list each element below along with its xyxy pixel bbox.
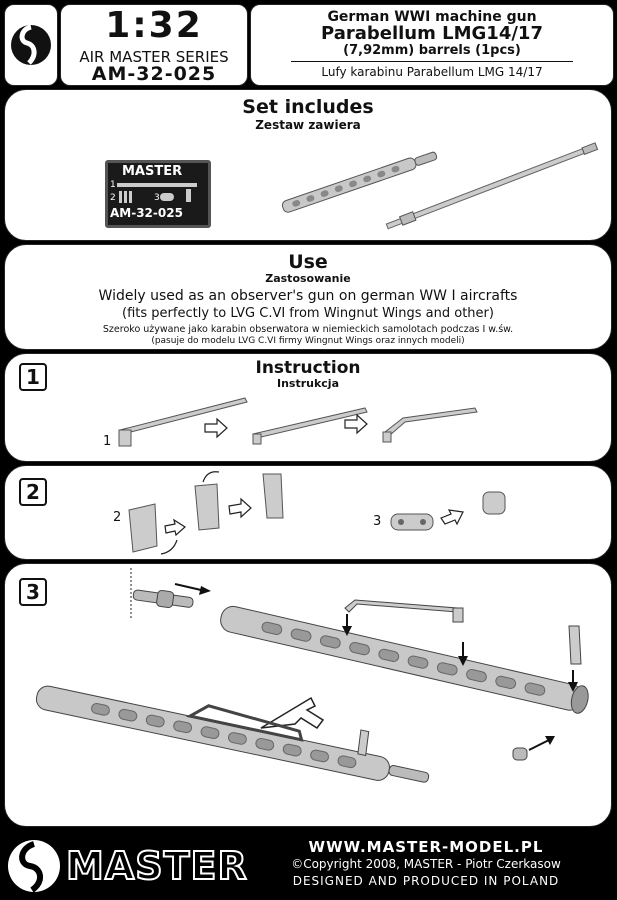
subtitle: Lufy karabinu Parabellum LMG 14/17 <box>321 65 543 79</box>
master-logo-icon <box>4 836 64 896</box>
title-divider <box>291 61 573 62</box>
footer-designed: DESIGNED AND PRODUCED IN POLAND <box>292 874 560 888</box>
use-line-2: (fits perfectly to LVG C.VI from Wingnut Wings and other) <box>122 306 494 321</box>
set-includes-panel <box>4 89 612 241</box>
step-3-panel <box>4 563 612 827</box>
scale-label: 1:32 <box>105 5 203 46</box>
set-subtitle: Zestaw zawiera <box>255 118 361 132</box>
step-3-number: 3 <box>19 578 47 606</box>
use-title: Use <box>288 251 328 273</box>
part-1-label: 1 <box>103 434 112 449</box>
use-line-4: (pasuje do modelu LVG C.VI firmy Wingnut Wings oraz innych modeli) <box>151 336 465 346</box>
title-line-3: (7,92mm) barrels (1pcs) <box>343 43 521 58</box>
use-subtitle: Zastosowanie <box>265 272 351 285</box>
part-3-label: 3 <box>373 514 382 529</box>
step-2-illustration <box>5 466 611 559</box>
step-2-number: 2 <box>19 478 47 506</box>
instruction-title: Instruction <box>255 358 361 378</box>
fret-num-2: 2 <box>110 193 116 203</box>
barrel-jacket-illustration <box>5 90 611 240</box>
header-logo-panel <box>4 4 58 86</box>
product-code: AM-32-025 <box>91 63 217 85</box>
fret-brand: MASTER <box>122 164 183 179</box>
footer-copyright: ©Copyright 2008, MASTER - Piotr Czerkasow <box>291 857 561 871</box>
fret-code: AM-32-025 <box>110 206 183 220</box>
header-scale-panel <box>60 4 248 86</box>
footer-logo <box>4 836 248 896</box>
step-1-number: 1 <box>19 363 47 391</box>
fret-num-1: 1 <box>110 180 116 190</box>
step-1-panel <box>4 353 612 462</box>
master-logo-icon <box>5 5 57 85</box>
use-panel <box>4 244 612 350</box>
instruction-subtitle: Instrukcja <box>276 377 339 390</box>
use-line-1: Widely used as an observer's gun on german WW I aircrafts <box>98 288 518 304</box>
set-title: Set includes <box>242 96 374 118</box>
title-line-1: German WWI machine gun <box>327 9 537 25</box>
step-1-illustration <box>5 354 611 461</box>
step-2-panel <box>4 465 612 560</box>
footer-brand: MASTER <box>66 844 248 888</box>
title-line-2: Parabellum LMG14/17 <box>321 23 543 44</box>
header-title-panel <box>250 4 614 86</box>
use-line-3: Szeroko używane jako karabin obserwatora w niemieckich samolotach podczas I w.św. <box>102 324 514 335</box>
fret-num-3: 3 <box>154 193 160 203</box>
series-label: AIR MASTER SERIES <box>79 48 229 66</box>
part-2-label: 2 <box>113 510 122 525</box>
step-3-illustration <box>5 564 611 826</box>
footer-url: WWW.MASTER-MODEL.PL <box>308 838 544 856</box>
